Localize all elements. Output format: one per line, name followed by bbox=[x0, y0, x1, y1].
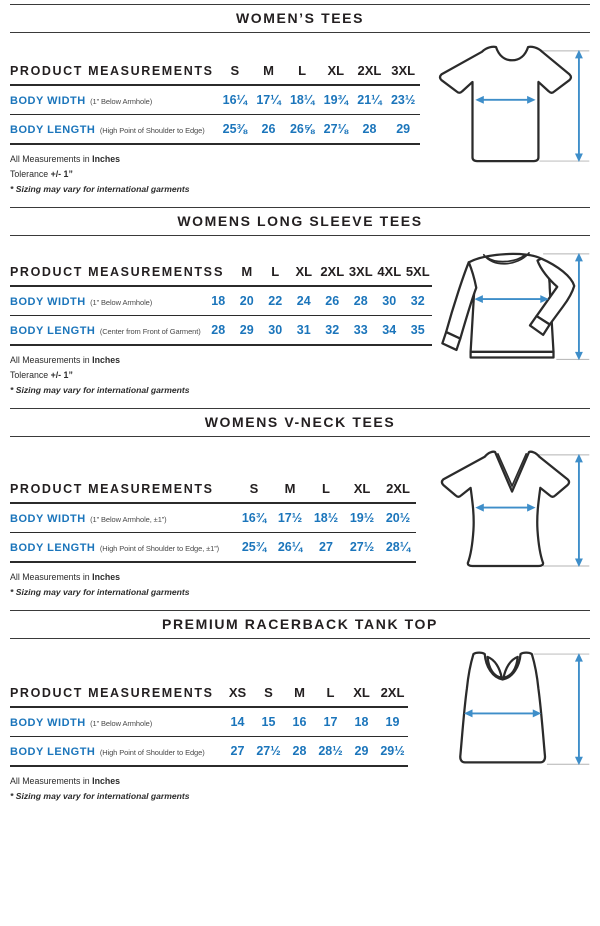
section-header bbox=[10, 610, 590, 639]
body-width-row bbox=[10, 85, 420, 115]
note-unit: Inches bbox=[92, 776, 121, 786]
note-unit: Inches bbox=[92, 355, 121, 365]
size-col-header: S bbox=[236, 481, 272, 503]
measurement-value: 17½ bbox=[272, 503, 308, 533]
section-body bbox=[0, 236, 600, 400]
measurements-table bbox=[10, 685, 408, 767]
measurement-value: 27⅛ bbox=[319, 115, 353, 145]
measurement-value: 35 bbox=[404, 316, 433, 346]
row-note: (1” Below Armhole) bbox=[90, 719, 153, 728]
measurement-value: 26¼ bbox=[272, 533, 308, 563]
row-note: (1” Below Armhole, ±1”) bbox=[90, 515, 167, 524]
table-header-row bbox=[10, 685, 408, 707]
size-col-header: S bbox=[253, 685, 284, 707]
note-value: +/- 1” bbox=[50, 370, 73, 380]
measurement-value: 29 bbox=[233, 316, 262, 346]
measurement-value: 27 bbox=[222, 737, 253, 767]
measurement-value: 30 bbox=[375, 286, 404, 316]
measurement-value: 32 bbox=[404, 286, 433, 316]
section-body bbox=[0, 437, 600, 602]
measurement-value: 24 bbox=[290, 286, 319, 316]
measurement-value: 18 bbox=[346, 707, 377, 737]
section-racerback-tank bbox=[0, 610, 600, 806]
measurement-value: 16 bbox=[284, 707, 315, 737]
tee-diagram bbox=[432, 39, 594, 172]
row-label: BODY LENGTH bbox=[10, 325, 96, 337]
section-title: WOMENS V-NECK TEES bbox=[204, 414, 396, 430]
measurement-value: 29 bbox=[346, 737, 377, 767]
table-header-row bbox=[10, 481, 416, 503]
measurement-value: 21¼ bbox=[353, 85, 387, 115]
row-label-cell bbox=[10, 316, 204, 346]
footnotes bbox=[10, 355, 432, 395]
measurements-note bbox=[10, 572, 432, 582]
size-col-header: S bbox=[218, 63, 252, 85]
row-note: (High Point of Shoulder to Edge, ±1”) bbox=[99, 544, 220, 553]
table-block bbox=[10, 639, 432, 806]
measurement-value: 28¼ bbox=[380, 533, 416, 563]
note-text: All Measurements in bbox=[10, 572, 93, 582]
hem-band bbox=[471, 352, 554, 358]
measurement-value: 28½ bbox=[315, 737, 346, 767]
body-length-arrow bbox=[575, 50, 583, 162]
measurement-value: 14 bbox=[222, 707, 253, 737]
section-body bbox=[0, 639, 600, 806]
measurements-note bbox=[10, 776, 432, 786]
body-length-row bbox=[10, 533, 416, 563]
long-sleeve-diagram bbox=[432, 242, 594, 375]
section-title: PREMIUM RACERBACK TANK TOP bbox=[162, 616, 438, 632]
measurements-note bbox=[10, 154, 432, 164]
tolerance-note bbox=[10, 169, 432, 179]
table-block bbox=[10, 236, 432, 400]
note-text: All Measurements in bbox=[10, 154, 93, 164]
measurement-value: 20 bbox=[233, 286, 262, 316]
section-header bbox=[10, 4, 590, 33]
body-width-row bbox=[10, 286, 432, 316]
tee-illustration bbox=[432, 33, 594, 177]
measurements-note bbox=[10, 355, 432, 365]
size-col-header: 5XL bbox=[404, 264, 433, 286]
tolerance-note bbox=[10, 370, 432, 380]
measurement-value: 16¼ bbox=[218, 85, 252, 115]
measurement-value: 18¼ bbox=[285, 85, 319, 115]
body-length-arrow bbox=[575, 253, 583, 360]
tank-outline bbox=[460, 653, 545, 763]
measurement-value: 29½ bbox=[377, 737, 408, 767]
sizing-note: * Sizing may vary for international garments bbox=[10, 184, 190, 194]
body-length-arrow bbox=[575, 653, 583, 765]
measurement-value: 17 bbox=[315, 707, 346, 737]
measurement-value: 26⅝ bbox=[285, 115, 319, 145]
measurement-value: 17¼ bbox=[252, 85, 286, 115]
measurement-value: 32 bbox=[318, 316, 347, 346]
body-length-arrow bbox=[575, 454, 583, 567]
row-label-cell bbox=[10, 286, 204, 316]
size-col-header: M bbox=[272, 481, 308, 503]
measurement-value: 23½ bbox=[386, 85, 420, 115]
section-title: WOMENS LONG SLEEVE TEES bbox=[177, 213, 423, 229]
row-label-cell bbox=[10, 503, 236, 533]
measurement-value: 26 bbox=[252, 115, 286, 145]
measurement-value: 16¾ bbox=[236, 503, 272, 533]
table-header-row bbox=[10, 264, 432, 286]
body-width-row bbox=[10, 503, 416, 533]
size-col-header: XL bbox=[290, 264, 319, 286]
measurement-value: 34 bbox=[375, 316, 404, 346]
size-col-header: L bbox=[315, 685, 346, 707]
row-label: BODY WIDTH bbox=[10, 513, 86, 525]
section-womens-tees bbox=[0, 4, 600, 199]
size-col-header: L bbox=[308, 481, 344, 503]
v-neck-tee-illustration bbox=[432, 437, 594, 581]
row-label-cell bbox=[10, 115, 218, 145]
row-note: (Center from Front of Garment) bbox=[99, 327, 201, 336]
table-header-label: PRODUCT MEASUREMENTS bbox=[10, 264, 204, 286]
size-col-header: M bbox=[252, 63, 286, 85]
table-header-label: PRODUCT MEASUREMENTS bbox=[10, 63, 218, 85]
measurement-value: 27½ bbox=[253, 737, 284, 767]
measurement-value: 20½ bbox=[380, 503, 416, 533]
sizing-note: * Sizing may vary for international garments bbox=[10, 385, 190, 395]
size-col-header: L bbox=[261, 264, 290, 286]
measurement-value: 19½ bbox=[344, 503, 380, 533]
section-body bbox=[0, 33, 600, 199]
measurement-value: 28 bbox=[347, 286, 376, 316]
size-col-header: M bbox=[284, 685, 315, 707]
size-col-header: 3XL bbox=[347, 264, 376, 286]
row-label-cell bbox=[10, 737, 222, 767]
row-note: (High Point of Shoulder to Edge) bbox=[99, 126, 205, 135]
measurements-table bbox=[10, 264, 432, 346]
tank-top-diagram bbox=[432, 645, 594, 778]
measurement-value: 19¾ bbox=[319, 85, 353, 115]
body-length-row bbox=[10, 737, 408, 767]
row-label: BODY LENGTH bbox=[10, 542, 96, 554]
measurement-value: 33 bbox=[347, 316, 376, 346]
measurement-value: 25¾ bbox=[236, 533, 272, 563]
note-value: +/- 1” bbox=[50, 169, 73, 179]
size-col-header: 2XL bbox=[318, 264, 347, 286]
section-long-sleeve-tees bbox=[0, 207, 600, 400]
measurement-value: 30 bbox=[261, 316, 290, 346]
table-block bbox=[10, 437, 432, 602]
size-col-header: 2XL bbox=[353, 63, 387, 85]
measurement-value: 18 bbox=[204, 286, 233, 316]
measurement-value: 15 bbox=[253, 707, 284, 737]
section-title: WOMEN’S TEES bbox=[235, 10, 365, 26]
measurement-value: 31 bbox=[290, 316, 319, 346]
measurements-table bbox=[10, 481, 416, 563]
table-header-row bbox=[10, 63, 420, 85]
size-col-header: XL bbox=[344, 481, 380, 503]
measurement-value: 28 bbox=[353, 115, 387, 145]
note-text: All Measurements in bbox=[10, 355, 93, 365]
measurement-value: 28 bbox=[204, 316, 233, 346]
section-v-neck-tees bbox=[0, 408, 600, 602]
measurement-value: 26 bbox=[318, 286, 347, 316]
sizing-note: * Sizing may vary for international garments bbox=[10, 791, 190, 801]
row-label: BODY LENGTH bbox=[10, 124, 96, 136]
footnotes bbox=[10, 154, 432, 194]
body-length-row bbox=[10, 115, 420, 145]
row-label-cell bbox=[10, 707, 222, 737]
note-text: All Measurements in bbox=[10, 776, 93, 786]
row-label-cell bbox=[10, 533, 236, 563]
size-col-header: M bbox=[233, 264, 262, 286]
measurements-table bbox=[10, 63, 420, 145]
measurement-value: 27½ bbox=[344, 533, 380, 563]
v-neck-diagram bbox=[432, 443, 594, 576]
row-label: BODY LENGTH bbox=[10, 746, 96, 758]
row-label: BODY WIDTH bbox=[10, 95, 86, 107]
size-col-header: 2XL bbox=[377, 685, 408, 707]
long-sleeve-tee-illustration bbox=[432, 236, 594, 380]
tee-outline bbox=[440, 47, 571, 161]
row-label-cell bbox=[10, 85, 218, 115]
tank-top-illustration bbox=[432, 639, 594, 783]
measurement-value: 25⅜ bbox=[218, 115, 252, 145]
table-header-label: PRODUCT MEASUREMENTS bbox=[10, 481, 236, 503]
sizing-note: * Sizing may vary for international garments bbox=[10, 587, 190, 597]
note-text: Tolerance bbox=[10, 370, 51, 380]
row-note: (1” Below Armhole) bbox=[90, 97, 153, 106]
section-header bbox=[10, 408, 590, 437]
row-note: (1” Below Armhole) bbox=[90, 298, 153, 307]
footnotes bbox=[10, 776, 432, 801]
size-col-header: XS bbox=[222, 685, 253, 707]
measurement-value: 29 bbox=[386, 115, 420, 145]
size-col-header: XL bbox=[346, 685, 377, 707]
measurement-value: 19 bbox=[377, 707, 408, 737]
size-col-header: 4XL bbox=[375, 264, 404, 286]
measurement-value: 28 bbox=[284, 737, 315, 767]
size-col-header: L bbox=[285, 63, 319, 85]
size-col-header: S bbox=[204, 264, 233, 286]
footnotes bbox=[10, 572, 432, 597]
row-label: BODY WIDTH bbox=[10, 717, 86, 729]
body-width-row bbox=[10, 707, 408, 737]
row-label: BODY WIDTH bbox=[10, 296, 86, 308]
measurement-value: 27 bbox=[308, 533, 344, 563]
note-text: Tolerance bbox=[10, 169, 51, 179]
note-unit: Inches bbox=[92, 572, 121, 582]
size-col-header: 3XL bbox=[386, 63, 420, 85]
measurement-value: 22 bbox=[261, 286, 290, 316]
size-col-header: 2XL bbox=[380, 481, 416, 503]
measurement-value: 18½ bbox=[308, 503, 344, 533]
table-header-label: PRODUCT MEASUREMENTS bbox=[10, 685, 222, 707]
size-col-header: XL bbox=[319, 63, 353, 85]
section-header bbox=[10, 207, 590, 236]
v-neck-outline bbox=[442, 452, 569, 566]
table-block bbox=[10, 33, 432, 199]
body-length-row bbox=[10, 316, 432, 346]
note-unit: Inches bbox=[92, 154, 121, 164]
row-note: (High Point of Shoulder to Edge) bbox=[99, 748, 205, 757]
